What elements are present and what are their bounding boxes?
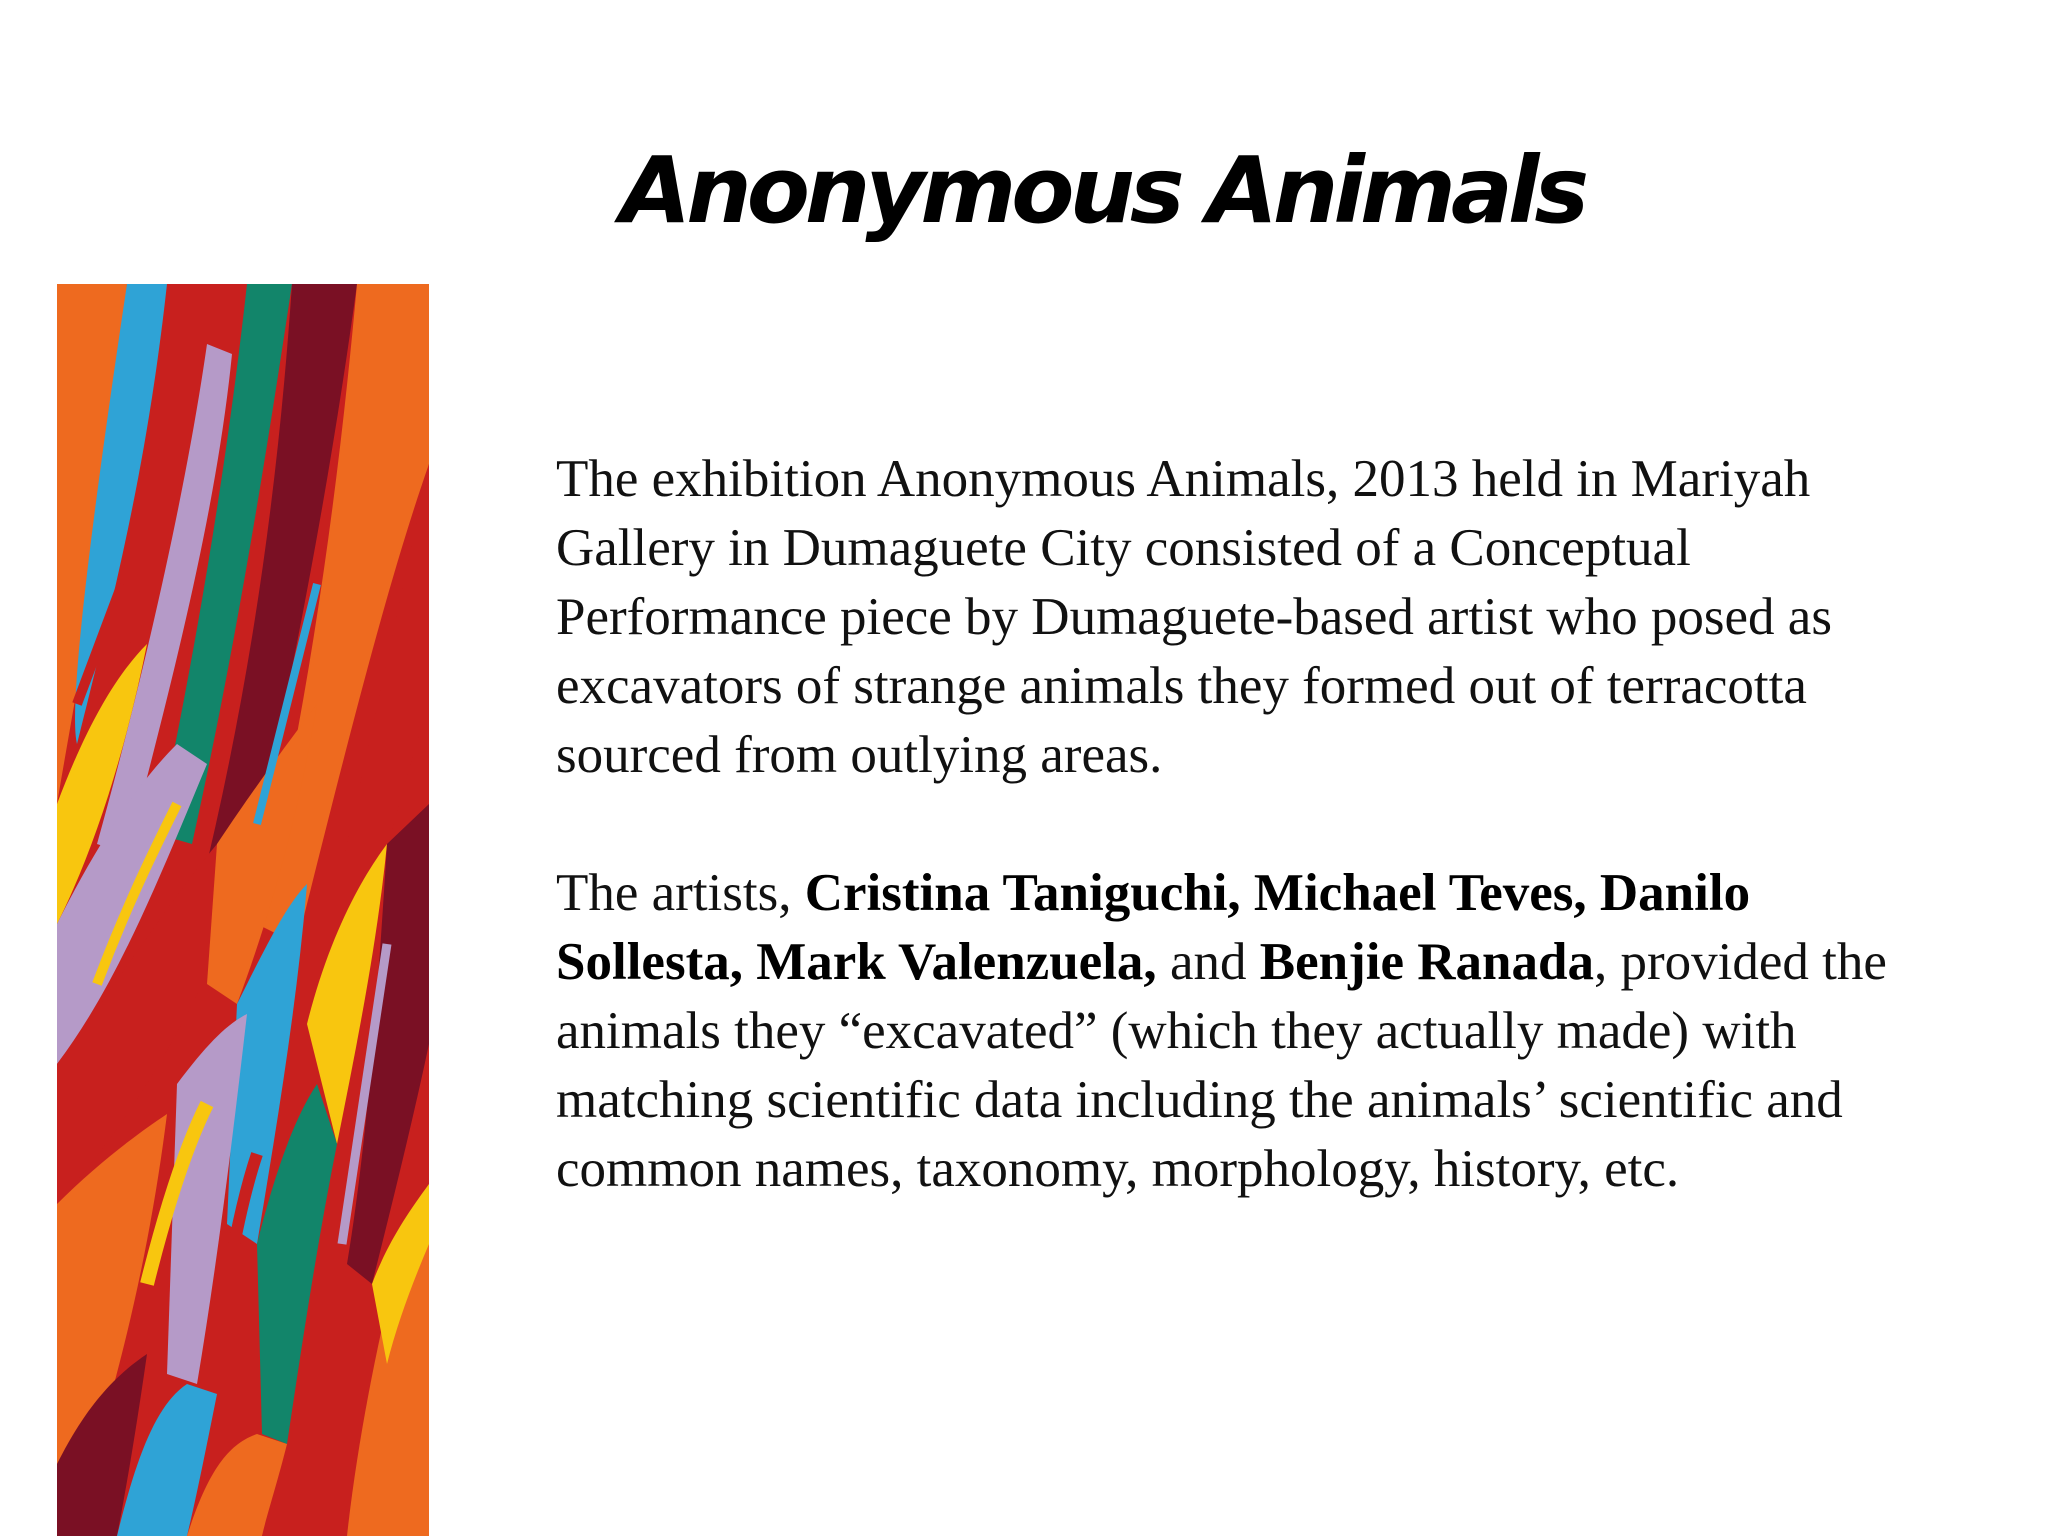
abstract-painting-image: [57, 284, 429, 1536]
slide-title: Anonymous Animals: [620, 137, 1585, 244]
artists-description: , provided the animals they “excavated” (which they actually made) with matching scientific data including the animals’ scientific and common names, taxonomy, morphology, history, etc.: [556, 933, 1887, 1198]
abstract-painting-strip: [57, 284, 429, 1536]
artist-last-name: Benjie Ranada: [1259, 933, 1594, 991]
slide-body: [556, 445, 1896, 1204]
artists-connector: and: [1156, 933, 1260, 991]
artists-paragraph: [556, 859, 1896, 1204]
artists-names: Cristina Taniguchi, Michael Teves, Danilo Sollesta, Mark Valenzuela,: [556, 864, 1751, 991]
artists-intro: The artists,: [556, 864, 805, 922]
exhibition-description: The exhibition Anonymous Animals, 2013 held in Mariyah Gallery in Dumaguete City consisted of a Conceptual Performance piece by Dumaguete-based artist who posed as excavators of strange animals they formed out of terracotta sourced from outlying areas.: [556, 450, 1832, 784]
